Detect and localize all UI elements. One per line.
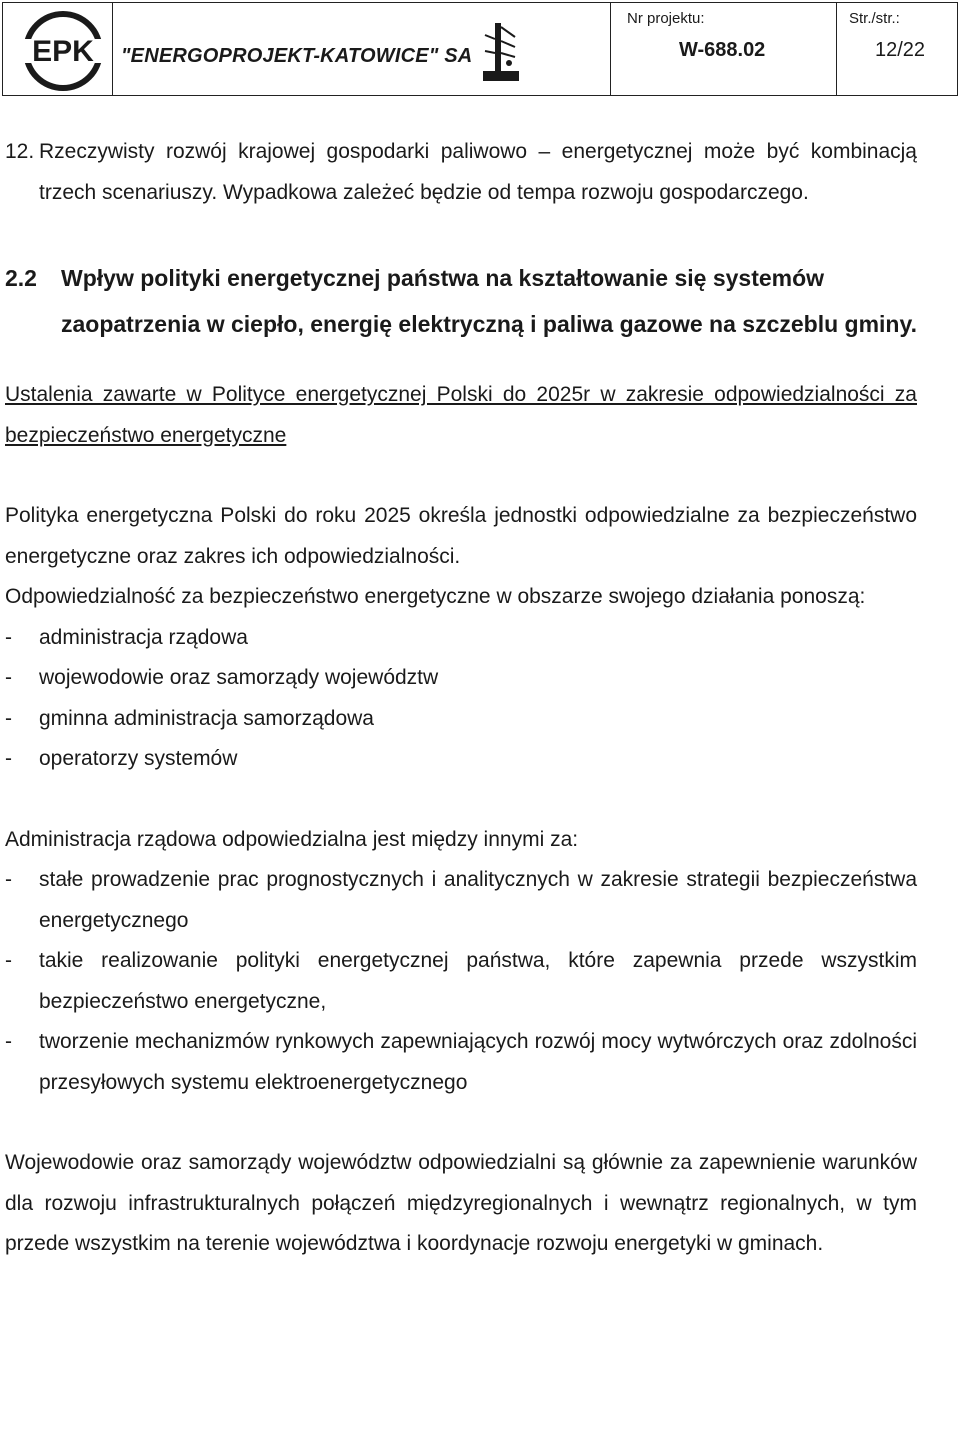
list-item: - administracja rządowa [5, 618, 917, 659]
numbered-item-12 [5, 132, 917, 213]
list-item: - tworzenie mechanizmów rynkowych zapewniających rozwój mocy wytwórczych oraz zdolności przesyłowych systemu elektroenergetycznego [5, 1022, 917, 1103]
paragraph-2: Odpowiedzialność za bezpieczeństwo energetyczne w obszarze swojego działania ponoszą: [5, 585, 866, 608]
list-item: - operatorzy systemów [5, 739, 917, 780]
company-emblem-icon [481, 17, 521, 85]
page-cell [837, 3, 958, 95]
company-name: "ENERGOPROJEKT-KATOWICE" SA [121, 45, 473, 67]
page-label: Str./str.: [849, 10, 900, 27]
item-text: Rzeczywisty rozwój krajowej gospodarki paliwowo – energetycznej może być kombinacją trzech scenariuszy. Wypadkowa zależeć będzie od tempa rozwoju gospodarczego. [39, 140, 917, 204]
logo-cell [3, 3, 113, 95]
document-body [5, 132, 917, 1265]
list-dash: - [5, 1030, 12, 1053]
responsible-list [5, 618, 917, 780]
page-header [2, 2, 958, 96]
list-dash: - [5, 747, 12, 770]
paragraph-1: Polityka energetyczna Polski do roku 2025 określa jednostki odpowiedzialne za bezpieczeństwo energetyczne oraz zakres ich odpowiedzialności. [5, 504, 917, 568]
page-number: 12/22 [875, 39, 926, 61]
project-label: Nr projektu: [627, 10, 705, 27]
list-dash: - [5, 949, 12, 972]
government-duties-list [5, 860, 917, 1103]
section-heading [5, 255, 917, 347]
list-dash: - [5, 625, 12, 649]
company-cell [113, 3, 611, 95]
subheading: Ustalenia zawarte w Polityce energetycznej Polski do 2025r w zakresie odpowiedzialności za bezpieczeństwo energetyczne [5, 383, 917, 447]
list-item: - takie realizowanie polityki energetycznej państwa, które zapewnia przede wszystkim bezpieczeństwo energetyczne, [5, 941, 917, 1022]
paragraph-4: Wojewodowie oraz samorządy województw odpowiedzialni są głównie za zapewnienie warunków dla rozwoju infrastrukturalnych połączeń międzyregionalnych i wewnątrz regionalnych, w tym przede wszystkim na terenie województwa i koordynacje rozwoju energetyki w gminach. [5, 1151, 917, 1255]
list-dash: - [5, 868, 12, 891]
list-item: - gminna administracja samorządowa [5, 699, 917, 740]
project-number: W-688.02 [679, 39, 766, 61]
project-cell [611, 3, 837, 95]
section-number: 2.2 [5, 265, 37, 291]
epk-logo [21, 9, 105, 93]
list-item: - wojewodowie oraz samorządy województw [5, 658, 917, 699]
list-dash: - [5, 706, 12, 730]
logo-text: EPK [32, 35, 94, 68]
section-title: Wpływ polityki energetycznej państwa na kształtowanie się systemów zaopatrzenia w ciepło, energię elektryczną i paliwa gazowe na szczeblu gminy. [61, 265, 917, 337]
paragraph-3: Administracja rządowa odpowiedzialna jest między innymi za: [5, 827, 579, 851]
list-dash: - [5, 666, 12, 689]
list-item: - stałe prowadzenie prac prognostycznych i analitycznych w zakresie strategii bezpieczeństwa energetycznego [5, 860, 917, 941]
item-number: 12. [5, 140, 35, 163]
